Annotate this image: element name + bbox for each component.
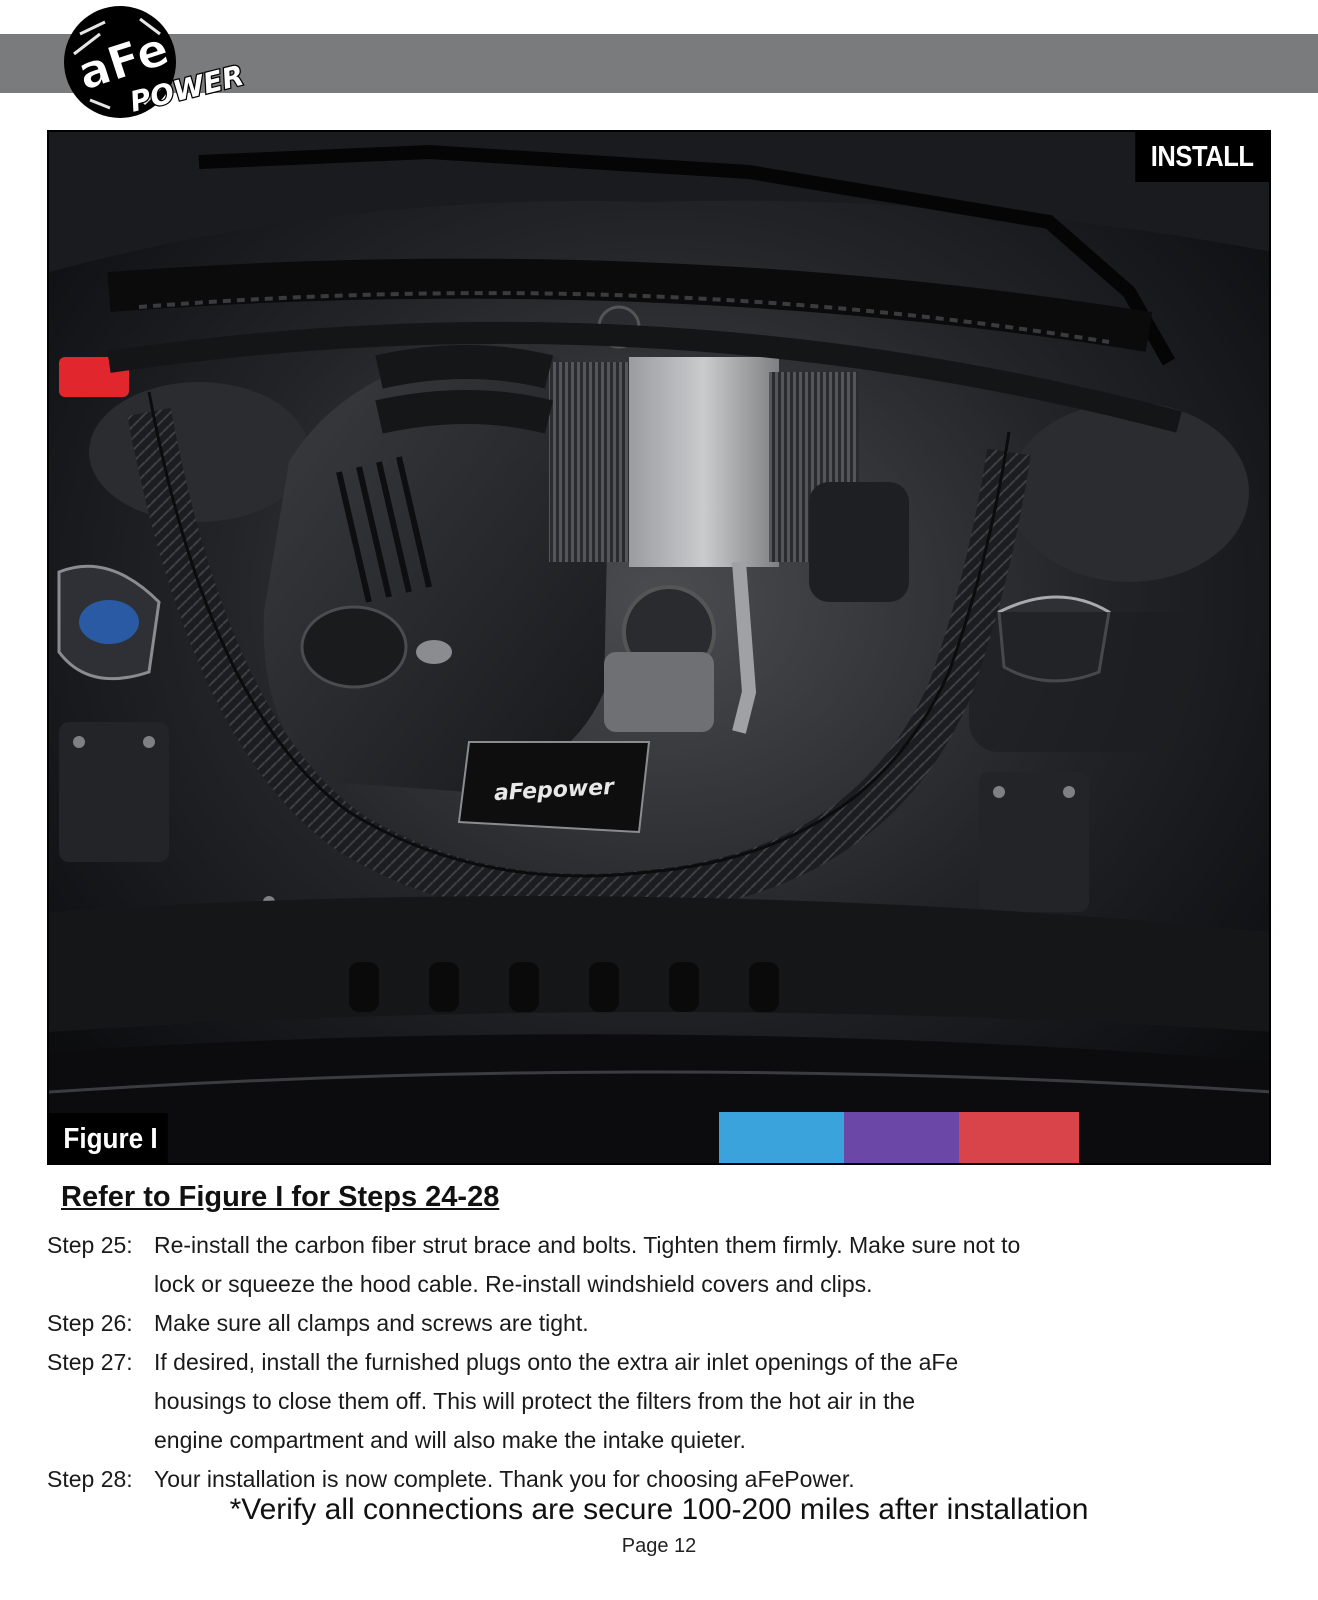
- svg-text:aFepower: aFepower: [493, 774, 615, 807]
- step-line: engine compartment and will also make the intake quieter.: [154, 1427, 746, 1453]
- install-label: INSTALL: [1135, 132, 1269, 182]
- step-26: [47, 1304, 1277, 1343]
- intercooler: [629, 357, 779, 567]
- m-stripe-blue: [719, 1112, 844, 1165]
- svg-text:aFe: aFe: [71, 21, 176, 101]
- step-25: [47, 1226, 1277, 1304]
- step-label: Step 27:: [47, 1349, 133, 1375]
- steps-heading: Refer to Figure I for Steps 24-28: [61, 1181, 500, 1213]
- step-text: [154, 1304, 1277, 1343]
- figure-label: Figure I: [49, 1113, 168, 1163]
- step-line: Make sure all clamps and screws are tight.: [154, 1310, 589, 1336]
- m-stripe-purple: [844, 1112, 959, 1165]
- step-line: lock or squeeze the hood cable. Re-install windshield covers and clips.: [154, 1271, 873, 1297]
- m-stripe-red: [959, 1112, 1079, 1165]
- step-line: If desired, install the furnished plugs onto the extra air inlet openings of the aFe: [154, 1349, 959, 1375]
- step-text: [154, 1226, 1277, 1304]
- step-line: Your installation is now complete. Thank you for choosing aFePower.: [154, 1466, 855, 1492]
- afe-power-logo: [60, 4, 250, 124]
- step-label: Step 26:: [47, 1310, 133, 1336]
- steps-list: [47, 1226, 1277, 1499]
- step-line: Re-install the carbon fiber strut brace and bolts. Tighten them firmly. Make sure not to: [154, 1232, 1021, 1258]
- engine-bay-illustration: [49, 132, 1271, 1165]
- page-number: Page 12: [621, 1535, 697, 1557]
- figure-photo: [47, 130, 1271, 1165]
- svg-text:POWER: POWER: [126, 58, 248, 119]
- step-27: [47, 1343, 1277, 1460]
- step-label: Step 25:: [47, 1232, 133, 1258]
- step-line: housings to close them off. This will protect the filters from the hot air in the: [154, 1388, 916, 1414]
- step-label: Step 28:: [47, 1466, 133, 1492]
- verify-note: *Verify all connections are secure 100-200 miles after installation: [229, 1493, 1089, 1526]
- step-text: [154, 1343, 1277, 1460]
